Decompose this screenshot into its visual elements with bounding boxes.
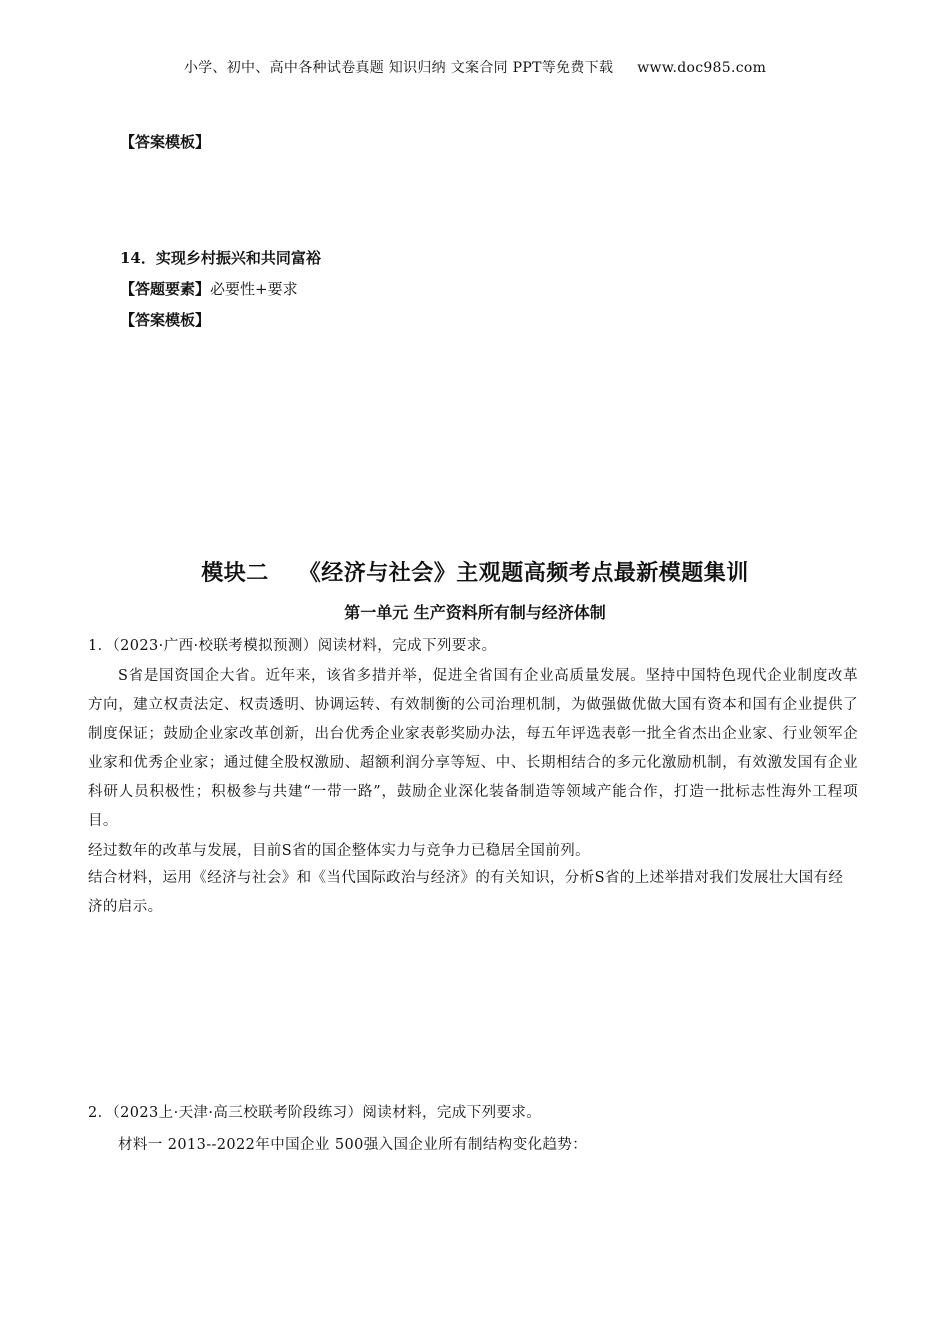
- answer-elements-row: [120, 278, 298, 299]
- question-2-header: [88, 1101, 541, 1122]
- question-1-header: [88, 634, 497, 655]
- question-2-source: （2023上·天津·高三校联考阶段练习）阅读材料，完成下列要求。: [112, 1105, 542, 1121]
- page-header: [0, 57, 950, 77]
- module-title: [0, 556, 950, 587]
- answer-template-label-13: 【答案模板】: [120, 133, 211, 151]
- question-1-number: 1．: [88, 638, 113, 654]
- question-1-result: 经过数年的改革与发展，目前S省的国企整体实力与竞争力已稳居全国前列。: [88, 843, 591, 859]
- section-14-heading: 14．实现乡村振兴和共同富裕: [120, 249, 321, 267]
- answer-template-label-14: 【答案模板】: [120, 311, 211, 329]
- question-2-number: 2．: [88, 1105, 113, 1121]
- question-1-passage: S省是国资国企大省。近年来，该省多措并举，促进全省国有企业高质量发展。坚持中国特色现代企业制度改革方向，建立权责法定、权责透明、协调运转、有效制衡的公司治理机制，为做强做优做大国有资本和国有企业提供了制度保证；鼓励企业家改革创新，出台优秀企业家表彰奖励办法，每五年评选表彰一批全省杰出企业家、行业领军企业家和优秀企业家；通过健全股权激励、超额利润分享等短、中、长期相结合的多元化激励机制，有效激发国有企业科研人员积极性；积极参与共建“一带一路”，鼓励企业深化装备制造等领域产能合作，打造一批标志性海外工程项目。: [88, 668, 858, 829]
- unit-title: 第一单元 生产资料所有制与经济体制: [344, 603, 606, 622]
- answer-elements-value: 必要性+要求: [210, 280, 298, 298]
- module-title-right: 《经济与社会》主观题高频考点最新模题集训: [298, 560, 749, 586]
- header-text: 小学、初中、高中各种试卷真题 知识归纳 文案合同 PPT等免费下载: [183, 60, 614, 76]
- module-title-left: 模块二: [201, 560, 269, 586]
- question-1-source: （2023·广西·校联考模拟预测）阅读材料，完成下列要求。: [112, 638, 497, 654]
- answer-elements-label: 【答题要素】: [120, 280, 211, 298]
- header-url[interactable]: www.doc985.com: [637, 60, 767, 76]
- question-1-task: 结合材料，运用《经济与社会》和《当代国际政治与经济》的有关知识，分析S省的上述举措对我们发展壮大国有经济的启示。: [88, 870, 844, 915]
- question-2-material-1: 材料一 2013--2022年中国企业 500强入国企业所有制结构变化趋势：: [118, 1137, 588, 1153]
